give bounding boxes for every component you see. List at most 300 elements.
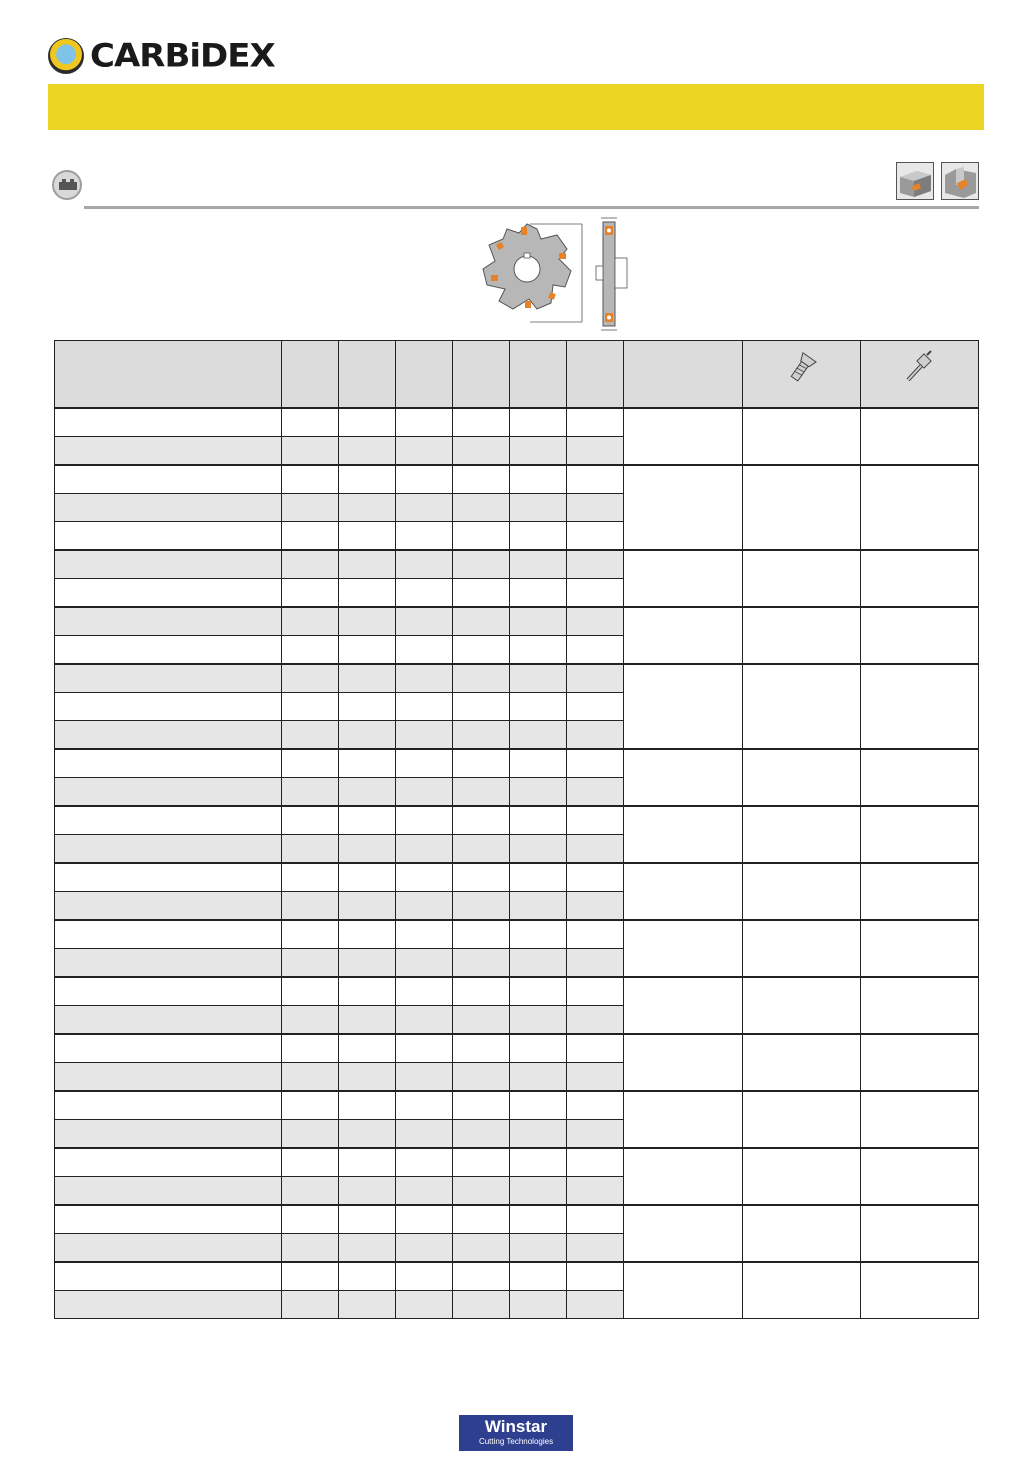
header-cell (453, 341, 510, 409)
table-cell (339, 579, 396, 608)
group-cell (743, 863, 861, 920)
table-cell (339, 920, 396, 949)
table-cell (55, 1091, 282, 1120)
table-cell (396, 636, 453, 665)
torx-wrench-icon (902, 350, 938, 386)
group-cell (743, 408, 861, 465)
table-row (55, 920, 979, 949)
table-cell (396, 550, 453, 579)
table-cell (55, 522, 282, 551)
table-cell (339, 1234, 396, 1263)
table-cell (339, 835, 396, 864)
table-cell (453, 522, 510, 551)
table-cell (396, 1291, 453, 1319)
table-cell (396, 1091, 453, 1120)
table-cell (510, 778, 567, 807)
table-cell (339, 1291, 396, 1319)
table-cell (282, 437, 339, 466)
table-cell (567, 550, 624, 579)
table-cell (453, 408, 510, 437)
group-cell (624, 408, 743, 465)
table-cell (567, 778, 624, 807)
table-cell (396, 408, 453, 437)
table-cell (339, 977, 396, 1006)
table-cell (339, 408, 396, 437)
table-cell (567, 835, 624, 864)
table-cell (510, 408, 567, 437)
table-cell (396, 863, 453, 892)
table-row (55, 977, 979, 1006)
groove-milling-icon (941, 162, 979, 200)
group-cell (743, 749, 861, 806)
table-cell (282, 778, 339, 807)
table-cell (567, 1063, 624, 1092)
table-cell (453, 1205, 510, 1234)
table-cell (510, 835, 567, 864)
group-cell (743, 550, 861, 607)
table-cell (567, 664, 624, 693)
group-cell (861, 607, 979, 664)
group-cell (624, 920, 743, 977)
group-cell (861, 1091, 979, 1148)
table-cell (55, 721, 282, 750)
table-cell (282, 465, 339, 494)
table-cell (453, 437, 510, 466)
table-cell (55, 1148, 282, 1177)
footer-brand-name: Winstar (484, 1417, 548, 1436)
table-cell (510, 1034, 567, 1063)
table-cell (510, 949, 567, 978)
table-row (55, 1205, 979, 1234)
table-cell (339, 664, 396, 693)
table-cell (567, 1091, 624, 1120)
table-cell (339, 749, 396, 778)
table-cell (55, 778, 282, 807)
table-cell (339, 494, 396, 522)
table-cell (453, 721, 510, 750)
group-cell (861, 465, 979, 550)
table-cell (567, 721, 624, 750)
group-cell (624, 806, 743, 863)
table-cell (55, 1234, 282, 1263)
table-cell (55, 1177, 282, 1206)
table-cell (453, 1034, 510, 1063)
table-cell (55, 977, 282, 1006)
table-cell (510, 863, 567, 892)
table-cell (510, 1177, 567, 1206)
table-cell (453, 1291, 510, 1319)
table-cell (339, 1120, 396, 1149)
table-cell (339, 863, 396, 892)
table-cell (339, 465, 396, 494)
header-cell (510, 341, 567, 409)
table-cell (453, 1091, 510, 1120)
table-cell (396, 465, 453, 494)
table-cell (396, 437, 453, 466)
group-cell (624, 1091, 743, 1148)
table-cell (282, 408, 339, 437)
table-cell (55, 1063, 282, 1092)
table-cell (396, 1006, 453, 1035)
table-cell (567, 1006, 624, 1035)
footer-tagline: Cutting Technologies (478, 1437, 554, 1446)
table-cell (453, 1120, 510, 1149)
table-cell (339, 1205, 396, 1234)
table-cell (55, 579, 282, 608)
table-cell (453, 892, 510, 921)
table-cell (282, 863, 339, 892)
table-cell (567, 437, 624, 466)
header-cell (339, 341, 396, 409)
table-row (55, 607, 979, 636)
group-cell (861, 1205, 979, 1262)
brand-name: CARBiDEX (90, 37, 275, 75)
table-cell (567, 1262, 624, 1291)
table-row (55, 1034, 979, 1063)
table-cell (510, 579, 567, 608)
table-cell (510, 721, 567, 750)
table-cell (282, 522, 339, 551)
group-cell (743, 1148, 861, 1205)
header-cell (567, 341, 624, 409)
table-cell (282, 693, 339, 721)
table-cell (453, 920, 510, 949)
group-cell (743, 1091, 861, 1148)
table-cell (453, 863, 510, 892)
table-cell (396, 1262, 453, 1291)
table-cell (396, 693, 453, 721)
table-cell (567, 977, 624, 1006)
table-cell (453, 465, 510, 494)
table-cell (510, 693, 567, 721)
table-cell (453, 1262, 510, 1291)
group-cell (624, 465, 743, 550)
table-cell (396, 1205, 453, 1234)
table-cell (510, 1063, 567, 1092)
table-cell (55, 1006, 282, 1035)
table-cell (510, 1148, 567, 1177)
table-cell (282, 1291, 339, 1319)
table-cell (282, 607, 339, 636)
table-cell (567, 1034, 624, 1063)
table-cell (396, 1177, 453, 1206)
group-cell (861, 806, 979, 863)
table-cell (55, 437, 282, 466)
table-row (55, 408, 979, 437)
table-cell (567, 579, 624, 608)
group-cell (624, 1205, 743, 1262)
header-cell-wrench (861, 341, 979, 409)
header-cell-screw (743, 341, 861, 409)
table-cell (567, 636, 624, 665)
table-cell (282, 1148, 339, 1177)
table-cell (55, 607, 282, 636)
table-cell (396, 892, 453, 921)
table-cell (282, 636, 339, 665)
group-cell (861, 920, 979, 977)
group-cell (861, 749, 979, 806)
table-cell (282, 977, 339, 1006)
group-cell (861, 664, 979, 749)
table-cell (396, 664, 453, 693)
table-cell (55, 749, 282, 778)
table-cell (396, 522, 453, 551)
table-cell (282, 721, 339, 750)
group-cell (743, 806, 861, 863)
table-cell (339, 721, 396, 750)
group-cell (624, 863, 743, 920)
group-cell (624, 749, 743, 806)
table-cell (396, 494, 453, 522)
table-cell (282, 1177, 339, 1206)
table-cell (339, 636, 396, 665)
table-cell (453, 579, 510, 608)
group-cell (861, 977, 979, 1034)
table-row (55, 550, 979, 579)
table-cell (510, 1205, 567, 1234)
table-cell (567, 920, 624, 949)
table-cell (339, 778, 396, 807)
group-cell (624, 1148, 743, 1205)
table-cell (55, 693, 282, 721)
table-cell (282, 806, 339, 835)
table-cell (339, 1262, 396, 1291)
table-row (55, 749, 979, 778)
table-cell (510, 1291, 567, 1319)
group-cell (743, 977, 861, 1034)
table-cell (567, 949, 624, 978)
table-cell (567, 749, 624, 778)
table-cell (282, 920, 339, 949)
table-cell (510, 1262, 567, 1291)
table-cell (55, 892, 282, 921)
brand-seal-icon (48, 38, 84, 74)
table-cell (339, 550, 396, 579)
table-cell (453, 693, 510, 721)
table-cell (567, 465, 624, 494)
table-cell (567, 863, 624, 892)
table-cell (282, 664, 339, 693)
group-cell (861, 408, 979, 465)
table-cell (55, 494, 282, 522)
slot-milling-icon (896, 162, 934, 200)
table-cell (55, 636, 282, 665)
table-cell (396, 977, 453, 1006)
group-cell (624, 977, 743, 1034)
group-cell (861, 550, 979, 607)
table-cell (282, 1063, 339, 1092)
table-cell (510, 1091, 567, 1120)
table-cell (55, 863, 282, 892)
group-cell (624, 1262, 743, 1319)
table-cell (510, 1006, 567, 1035)
table-cell (453, 835, 510, 864)
table-cell (453, 806, 510, 835)
section-divider (84, 206, 979, 209)
table-cell (282, 579, 339, 608)
group-cell (861, 863, 979, 920)
group-cell (861, 1034, 979, 1091)
table-cell (282, 1006, 339, 1035)
group-cell (624, 664, 743, 749)
group-cell (861, 1262, 979, 1319)
table-cell (339, 806, 396, 835)
screw-icon (787, 351, 817, 385)
table-cell (453, 664, 510, 693)
table-cell (55, 1034, 282, 1063)
table-cell (510, 437, 567, 466)
header-cell (624, 341, 743, 409)
table-cell (282, 1205, 339, 1234)
header-cell (282, 341, 339, 409)
table-cell (339, 892, 396, 921)
table-cell (510, 465, 567, 494)
table-cell (396, 920, 453, 949)
table-cell (567, 1120, 624, 1149)
table-cell (453, 1148, 510, 1177)
table-cell (453, 607, 510, 636)
table-cell (567, 892, 624, 921)
table-cell (510, 920, 567, 949)
table-cell (510, 892, 567, 921)
table-cell (453, 550, 510, 579)
table-cell (453, 1063, 510, 1092)
table-cell (55, 465, 282, 494)
table-row (55, 1091, 979, 1120)
table-cell (339, 1177, 396, 1206)
table-cell (396, 579, 453, 608)
table-cell (567, 408, 624, 437)
table-cell (339, 1148, 396, 1177)
group-cell (743, 1034, 861, 1091)
table-cell (339, 949, 396, 978)
table-cell (282, 1120, 339, 1149)
table-cell (339, 1006, 396, 1035)
table-cell (510, 1120, 567, 1149)
table-cell (567, 1234, 624, 1263)
table-cell (510, 977, 567, 1006)
table-cell (567, 1177, 624, 1206)
table-cell (510, 664, 567, 693)
table-cell (282, 550, 339, 579)
table-cell (396, 1234, 453, 1263)
footer-logo (459, 1415, 573, 1451)
table-cell (453, 1234, 510, 1263)
group-cell (743, 664, 861, 749)
table-cell (396, 1034, 453, 1063)
table-cell (282, 1091, 339, 1120)
group-cell (743, 1205, 861, 1262)
table-cell (510, 607, 567, 636)
table-cell (55, 408, 282, 437)
table-cell (567, 494, 624, 522)
table-cell (282, 892, 339, 921)
table-row (55, 863, 979, 892)
table-cell (453, 1006, 510, 1035)
table-cell (453, 977, 510, 1006)
table-cell (339, 1091, 396, 1120)
table-cell (55, 1120, 282, 1149)
table-cell (55, 920, 282, 949)
table-cell (510, 636, 567, 665)
group-cell (624, 607, 743, 664)
group-cell (743, 1262, 861, 1319)
table-cell (339, 522, 396, 551)
table-cell (339, 1034, 396, 1063)
table-cell (567, 1205, 624, 1234)
table-cell (396, 721, 453, 750)
table-cell (55, 550, 282, 579)
table-cell (510, 1234, 567, 1263)
table-cell (567, 693, 624, 721)
table-cell (55, 664, 282, 693)
table-cell (55, 1291, 282, 1319)
table-cell (510, 494, 567, 522)
table-cell (396, 949, 453, 978)
brand-logo (48, 36, 275, 76)
table-cell (339, 693, 396, 721)
table-row (55, 1262, 979, 1291)
table-cell (396, 806, 453, 835)
header-cell (55, 341, 282, 409)
table-cell (339, 607, 396, 636)
table-cell (55, 835, 282, 864)
table-cell (510, 522, 567, 551)
table-cell (510, 806, 567, 835)
table-cell (567, 1148, 624, 1177)
table-cell (282, 1262, 339, 1291)
product-table (54, 340, 979, 1319)
group-cell (743, 465, 861, 550)
table-cell (453, 949, 510, 978)
table-cell (396, 1148, 453, 1177)
table-cell (567, 1291, 624, 1319)
table-cell (282, 749, 339, 778)
cutter-section-icon (52, 170, 82, 200)
cutter-drawing (470, 214, 640, 339)
table-header-row (55, 341, 979, 409)
group-cell (624, 1034, 743, 1091)
table-cell (55, 1262, 282, 1291)
table-cell (453, 749, 510, 778)
table-cell (453, 778, 510, 807)
table-cell (396, 1120, 453, 1149)
group-cell (743, 920, 861, 977)
table-cell (396, 749, 453, 778)
group-cell (743, 607, 861, 664)
table-cell (55, 949, 282, 978)
table-cell (567, 806, 624, 835)
table-row (55, 1148, 979, 1177)
table-cell (282, 494, 339, 522)
header-cell (396, 341, 453, 409)
table-cell (339, 437, 396, 466)
table-cell (396, 1063, 453, 1092)
group-cell (624, 550, 743, 607)
table-cell (282, 949, 339, 978)
table-row (55, 664, 979, 693)
table-cell (510, 550, 567, 579)
table-row (55, 806, 979, 835)
table-cell (339, 1063, 396, 1092)
table-row (55, 465, 979, 494)
table-cell (453, 1177, 510, 1206)
table-cell (396, 835, 453, 864)
group-cell (861, 1148, 979, 1205)
table-cell (282, 1234, 339, 1263)
table-cell (453, 494, 510, 522)
table-cell (282, 1034, 339, 1063)
